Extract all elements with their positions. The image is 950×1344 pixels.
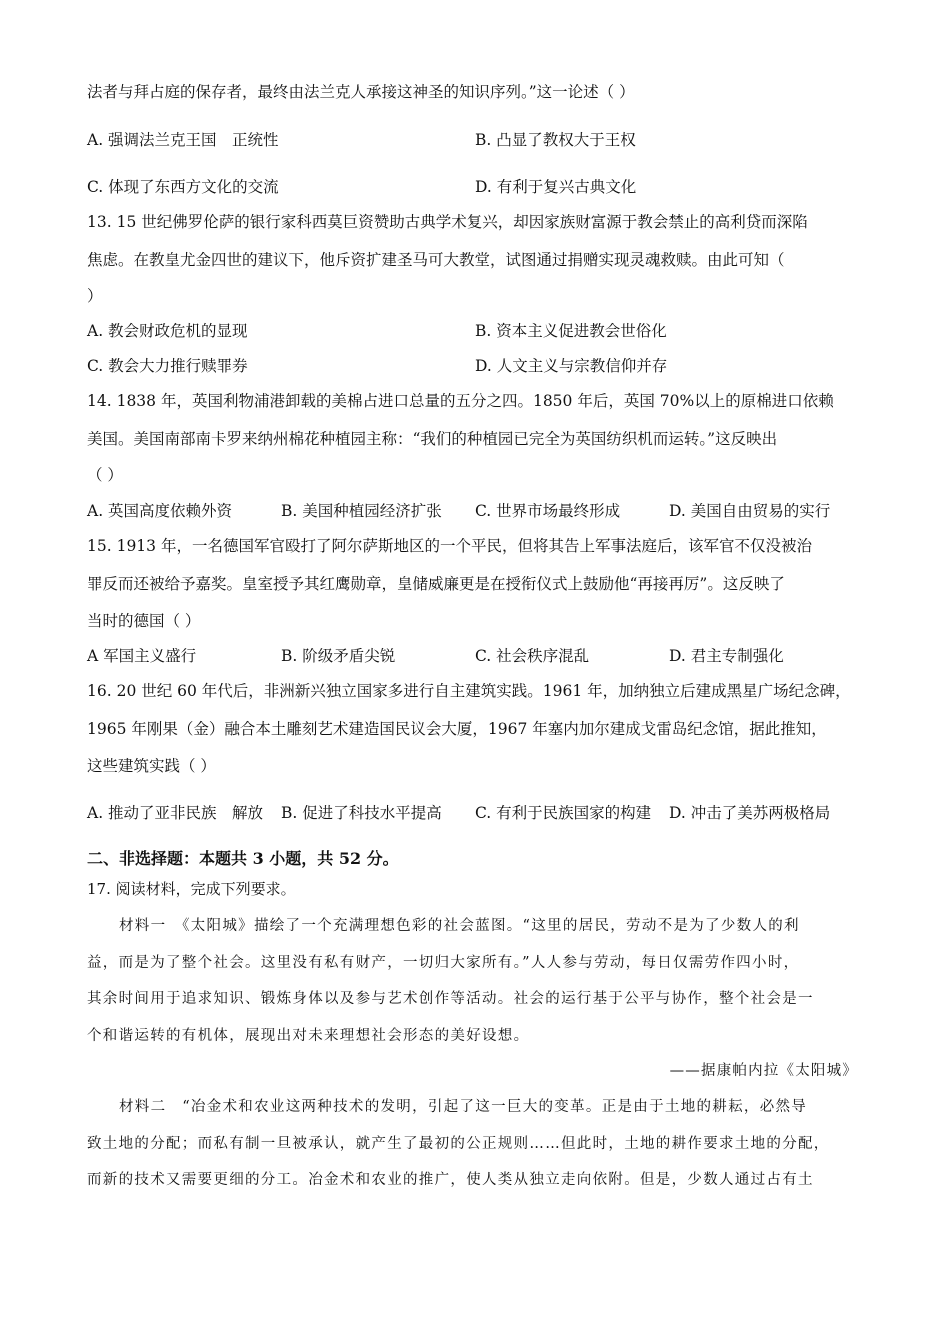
q15-option-a[interactable]: A 军国主义盛行 — [87, 647, 197, 665]
q16-option-a[interactable]: A. 推动了亚非民族 解放 — [87, 804, 264, 822]
material-one-line-4: 个和谐运转的有机体，展现出对未来理想社会形态的美好设想。 — [87, 1028, 530, 1044]
q13-stem-line-3: ） — [87, 287, 103, 305]
material-one-line-3: 其余时间用于追求知识、锻炼身体以及参与艺术创作等活动。社会的运行基于公平与协作，整个社会是一 — [87, 991, 814, 1007]
q16-option-d[interactable]: D. 冲击了美苏两极格局 — [669, 804, 831, 822]
q15-stem-line-1: 15. 1913 年，一名德国军官殴打了阿尔萨斯地区的一个平民，但将其告上军事法庭后，该军官不仅没被治 — [87, 537, 812, 555]
q13-option-d[interactable]: D. 人文主义与宗教信仰并存 — [475, 357, 668, 375]
q15-option-c[interactable]: C. 社会秩序混乱 — [475, 647, 590, 665]
q14-option-c[interactable]: C. 世界市场最终形成 — [475, 502, 621, 520]
q16-option-c[interactable]: C. 有利于民族国家的构建 — [475, 804, 652, 822]
q12-stem-line: 法者与拜占庭的保存者，最终由法兰克人承接这神圣的知识序列。”这一论述（ ） — [87, 83, 635, 101]
q15-stem-line-2: 罪反而还被给予嘉奖。皇室授予其红鹰勋章，皇储威廉更是在授衔仪式上鼓励他“再接再厉”。这反映了 — [87, 575, 785, 593]
material-one-line-2: 益，而是为了整个社会。这里没有私有财产，一切归大家所有。”人人参与劳动，每日仅需劳作四小时， — [87, 955, 800, 971]
section-heading: 二、非选择题：本题共 3 小题，共 52 分。 — [87, 849, 399, 868]
q12-option-b[interactable]: B. 凸显了教权大于王权 — [475, 131, 636, 149]
q13-stem-line-1: 13. 15 世纪佛罗伦萨的银行家科西莫巨资赞助古典学术复兴，却因家族财富源于教会禁止的高利贷而深陷 — [87, 213, 808, 231]
q14-option-d[interactable]: D. 美国自由贸易的实行 — [669, 502, 831, 520]
material-one-line-1: 材料一 《太阳城》描绘了一个充满理想色彩的社会蓝图。“这里的居民，劳动不是为了少数人的利 — [119, 918, 800, 934]
q13-stem-line-2: 焦虑。在教皇尤金四世的建议下，他斥资扩建圣马可大教堂，试图通过捐赠实现灵魂救赎。由此可知（ — [87, 251, 785, 269]
q16-stem-line-1: 16. 20 世纪 60 年代后，非洲新兴独立国家多进行自主建筑实践。1961 年，加纳独立后建成黑星广场纪念碑， — [87, 682, 851, 700]
material-two-line-2: 致土地的分配；而私有制一旦被承认，就产生了最初的公正规则……但此时，土地的耕作要求土地的分配， — [87, 1136, 830, 1152]
q14-option-b[interactable]: B. 美国种植园经济扩张 — [281, 502, 442, 520]
q14-stem-line-2: 美国。美国南部南卡罗来纳州棉花种植园主称：“我们的种植园已完全为英国纺织机而运转。”这反映出 — [87, 430, 778, 448]
q16-option-b[interactable]: B. 促进了科技水平提高 — [281, 804, 442, 822]
q13-option-a[interactable]: A. 教会财政危机的显现 — [87, 322, 248, 340]
q13-option-b[interactable]: B. 资本主义促进教会世俗化 — [475, 322, 667, 340]
q15-option-b[interactable]: B. 阶级矛盾尖锐 — [281, 647, 396, 665]
q16-stem-line-2: 1965 年刚果（金）融合本土雕刻艺术建造国民议会大厦，1967 年塞内加尔建成戈雷岛纪念馆，据此推知， — [87, 720, 827, 738]
material-one-source: ——据康帕内拉《太阳城》 — [669, 1063, 858, 1079]
q14-stem-line-3: （ ） — [87, 466, 123, 484]
q14-option-a[interactable]: A. 英国高度依赖外资 — [87, 502, 233, 520]
q13-option-c[interactable]: C. 教会大力推行赎罪券 — [87, 357, 248, 375]
q15-stem-line-3: 当时的德国（ ） — [87, 612, 201, 630]
material-two-line-3: 而新的技术又需要更细的分工。冶金术和农业的推广，使人类从独立走向依附。但是，少数人通过占有土 — [87, 1172, 814, 1188]
q17-stem: 17. 阅读材料，完成下列要求。 — [87, 880, 296, 898]
q12-option-a[interactable]: A. 强调法兰克王国 正统性 — [87, 131, 279, 149]
q12-option-c[interactable]: C. 体现了东西方文化的交流 — [87, 178, 279, 196]
q15-option-d[interactable]: D. 君主专制强化 — [669, 647, 784, 665]
material-two-line-1: 材料二 “冶金术和农业这两种技术的发明，引起了这一巨大的变革。正是由于土地的耕耘，必然导 — [119, 1099, 808, 1115]
q12-option-d[interactable]: D. 有利于复兴古典文化 — [475, 178, 637, 196]
q14-stem-line-1: 14. 1838 年，英国利物浦港卸载的美棉占进口总量的五分之四。1850 年后，英国 70%以上的原棉进口依赖 — [87, 392, 834, 410]
q16-stem-line-3: 这些建筑实践（ ） — [87, 757, 216, 775]
